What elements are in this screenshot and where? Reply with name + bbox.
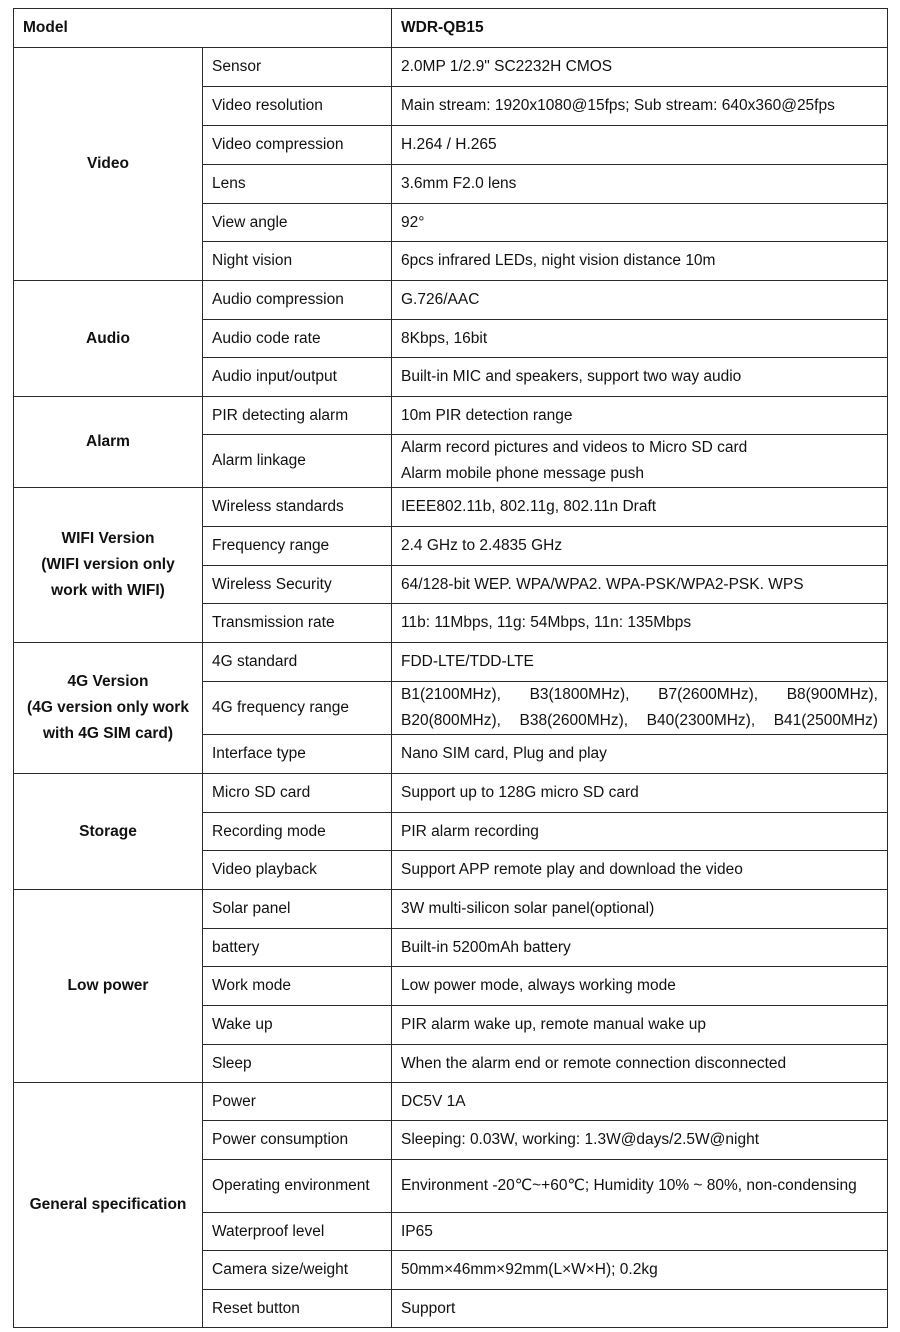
spec-row (14, 48, 888, 87)
param-name: Sensor (203, 48, 392, 87)
param-name: Video resolution (203, 87, 392, 126)
param-value (392, 204, 888, 242)
spec-row (14, 281, 888, 320)
value-line: Nano SIM card, Plug and play (401, 745, 607, 762)
param-value (392, 1160, 888, 1213)
param-name: View angle (203, 204, 392, 242)
group-title-line: General specification (29, 1196, 187, 1213)
group-title (14, 1083, 203, 1328)
value-line: Support APP remote play and download the video (401, 861, 743, 878)
value-line (401, 708, 878, 734)
param-name: Transmission rate (203, 604, 392, 643)
param-name: Solar panel (203, 890, 392, 929)
param-name: PIR detecting alarm (203, 397, 392, 435)
param-value (392, 488, 888, 527)
value-line: 2.4 GHz to 2.4835 GHz (401, 537, 563, 554)
group-title-line: with 4G SIM card) (42, 725, 174, 742)
value-line: Alarm mobile phone message push (401, 465, 644, 482)
group-title (14, 890, 203, 1083)
param-name: Micro SD card (203, 774, 392, 813)
param-name: Audio input/output (203, 358, 392, 397)
value-line: Environment -20℃~+60℃; Humidity 10% ~ 80%, non-condensing (401, 1177, 857, 1194)
param-value (392, 1083, 888, 1121)
param-value (392, 527, 888, 566)
param-value (392, 851, 888, 890)
group-title-line: Low power (67, 977, 149, 994)
param-name: Recording mode (203, 813, 392, 851)
value-line: 6pcs infrared LEDs, night vision distance 10m (401, 252, 716, 269)
spec-row (14, 643, 888, 682)
group-title-line: (WIFI version only (41, 556, 175, 573)
group-title-line: work with WIFI) (51, 582, 165, 599)
value-word: B7(2600MHz), (658, 686, 759, 703)
group-title-line: Alarm (86, 433, 130, 450)
spec-table-body (14, 9, 888, 1328)
param-value (392, 1045, 888, 1083)
param-value (392, 890, 888, 929)
param-name: Waterproof level (203, 1213, 392, 1251)
value-line: When the alarm end or remote connection disconnected (401, 1054, 787, 1072)
param-value (392, 813, 888, 851)
value-line: Low power mode, always working mode (401, 977, 676, 994)
spec-row (14, 774, 888, 813)
spec-row (14, 488, 888, 527)
value-word: B40(2300MHz), (646, 712, 756, 729)
group-title-line: Storage (79, 822, 137, 840)
value-line: Support up to 128G micro SD card (401, 784, 639, 801)
value-line: Built-in 5200mAh battery (401, 938, 571, 956)
param-value (392, 435, 888, 488)
param-value (392, 735, 888, 774)
group-title (14, 48, 203, 281)
param-value (392, 1251, 888, 1290)
group-title (14, 774, 203, 890)
value-line: Support (401, 1299, 456, 1317)
param-value (392, 682, 888, 735)
value-word: B8(900MHz), (786, 686, 878, 703)
value-line: IEEE802.11b, 802.11g, 802.11n Draft (401, 498, 657, 515)
value-word: B20(800MHz), (401, 712, 501, 729)
param-value (392, 48, 888, 87)
value-line: 2.0MP 1/2.9" SC2232H CMOS (401, 58, 613, 75)
value-line: 11b: 11Mbps, 11g: 54Mbps, 11n: 135Mbps (401, 614, 692, 631)
model-label: Model (14, 9, 392, 48)
param-name: Frequency range (203, 527, 392, 566)
param-value (392, 774, 888, 813)
value-line: 8Kbps, 16bit (401, 329, 488, 347)
param-value (392, 929, 888, 967)
value-word: B1(2100MHz), (401, 686, 501, 703)
value-line: 64/128-bit WEP. WPA/WPA2. WPA-PSK/WPA2-PSK. WPS (401, 575, 804, 593)
value-word: B38(2600MHz), (519, 712, 629, 729)
group-title-line: Audio (86, 329, 130, 347)
value-line: DC5V 1A (401, 1092, 466, 1110)
value-word: B41(2500MHz) (773, 712, 878, 729)
spec-row (14, 397, 888, 435)
param-name: Lens (203, 165, 392, 204)
param-name: Power (203, 1083, 392, 1121)
param-name: Wireless Security (203, 566, 392, 604)
param-name: 4G frequency range (203, 682, 392, 735)
param-name: Sleep (203, 1045, 392, 1083)
param-name: Alarm linkage (203, 435, 392, 488)
value-line: PIR alarm wake up, remote manual wake up (401, 1016, 706, 1033)
param-value (392, 397, 888, 435)
param-value (392, 566, 888, 604)
param-value (392, 281, 888, 320)
param-value (392, 87, 888, 126)
value-line: 92° (401, 213, 425, 231)
group-title-line: 4G Version (67, 673, 149, 690)
param-value (392, 320, 888, 358)
param-name: Reset button (203, 1290, 392, 1328)
param-value (392, 358, 888, 397)
value-line: PIR alarm recording (401, 822, 539, 840)
param-name: Video playback (203, 851, 392, 890)
param-name: Work mode (203, 967, 392, 1006)
param-name: Video compression (203, 126, 392, 165)
group-title-line: (4G version only work (27, 699, 189, 716)
group-title-line: Video (87, 155, 129, 172)
param-name: Wake up (203, 1006, 392, 1045)
value-line: 3.6mm F2.0 lens (401, 175, 517, 192)
param-value (392, 643, 888, 682)
value-line: IP65 (401, 1222, 433, 1240)
param-name: Audio compression (203, 281, 392, 320)
param-name: 4G standard (203, 643, 392, 682)
model-value: WDR-QB15 (392, 9, 888, 48)
param-name: battery (203, 929, 392, 967)
param-name: Wireless standards (203, 488, 392, 527)
spec-row (14, 890, 888, 929)
param-value (392, 126, 888, 165)
model-row (14, 9, 888, 48)
group-title (14, 281, 203, 397)
value-line: Built-in MIC and speakers, support two way audio (401, 368, 742, 385)
param-value (392, 1121, 888, 1160)
param-value (392, 1290, 888, 1328)
param-name: Camera size/weight (203, 1251, 392, 1290)
param-value (392, 242, 888, 281)
value-line: 50mm×46mm×92mm(L×W×H); 0.2kg (401, 1261, 658, 1278)
param-value (392, 1213, 888, 1251)
value-word: B3(1800MHz), (529, 686, 630, 703)
value-line: Alarm record pictures and videos to Micro SD card (401, 439, 748, 456)
spec-table (13, 8, 888, 1328)
group-title (14, 643, 203, 774)
group-title-line: WIFI Version (61, 530, 155, 547)
param-name: Interface type (203, 735, 392, 774)
value-line: 3W multi-silicon solar panel(optional) (401, 900, 655, 917)
param-value (392, 967, 888, 1006)
spec-row (14, 1083, 888, 1121)
group-title (14, 397, 203, 488)
param-value (392, 604, 888, 643)
param-name: Night vision (203, 242, 392, 281)
param-value (392, 1006, 888, 1045)
param-name: Power consumption (203, 1121, 392, 1160)
group-title (14, 488, 203, 643)
value-line: G.726/AAC (401, 291, 480, 308)
param-name: Audio code rate (203, 320, 392, 358)
param-name: Operating environment (203, 1160, 392, 1213)
value-line: FDD-LTE/TDD-LTE (401, 653, 534, 670)
value-line: Sleeping: 0.03W, working: 1.3W@days/2.5W@night (401, 1131, 759, 1148)
value-line: Main stream: 1920x1080@15fps; Sub stream: 640x360@25fps (401, 97, 835, 114)
value-line: 10m PIR detection range (401, 406, 573, 424)
value-line: H.264 / H.265 (401, 136, 497, 153)
value-line (401, 682, 878, 708)
param-value (392, 165, 888, 204)
